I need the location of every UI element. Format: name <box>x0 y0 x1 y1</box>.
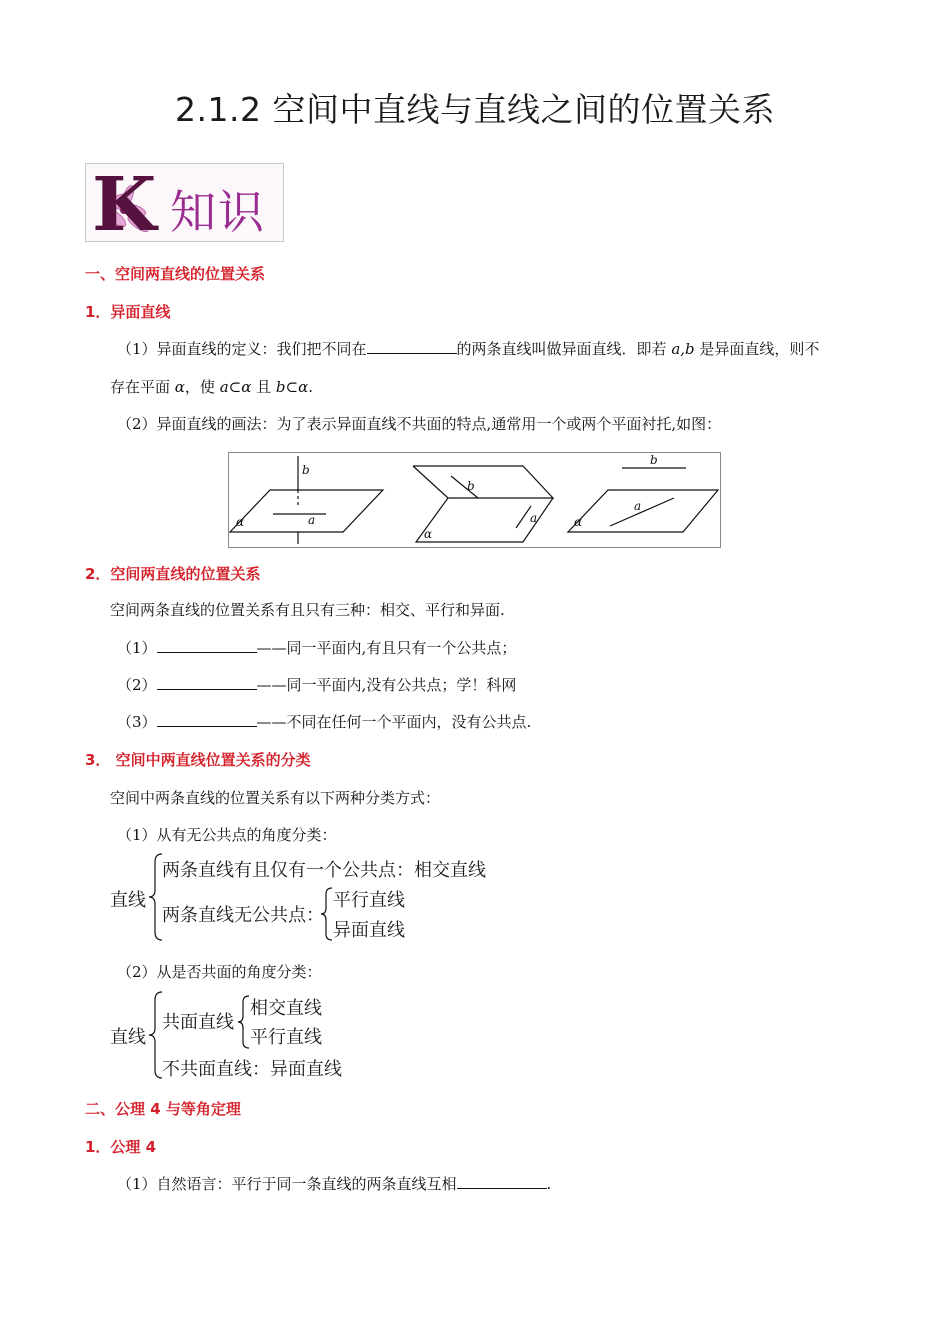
fig3-label-a: a <box>634 499 642 513</box>
tree1-branch-b: 两条直线无公共点： <box>162 905 324 926</box>
definition-line-1: （1）异面直线的定义：我们把不同在 的两条直线叫做异面直线．即若 a,b 是异面直线，则不 <box>117 340 820 358</box>
fig2-label-a: a <box>530 511 538 525</box>
fig1-label-alpha: α <box>236 515 245 529</box>
section-2-heading: 二、公理 4 与等角定理 <box>85 1100 241 1118</box>
subsection-1-2-heading: 2．空间两直线的位置关系 <box>85 565 261 583</box>
tree2-sub-brace <box>237 994 251 1050</box>
tree2-leaf-parallel: 平行直线 <box>250 1027 322 1048</box>
tree1-leaf-parallel: 平行直线 <box>333 890 405 911</box>
relation-item-3: （3） ——不同在任何一个平面内，没有公共点. <box>117 713 532 731</box>
blank-3 <box>157 675 257 690</box>
tree2-branch-a: 共面直线 <box>162 1012 234 1033</box>
tree2-root: 直线 <box>110 1027 146 1048</box>
blank-1 <box>367 339 457 354</box>
tree1-sub-brace <box>320 886 334 942</box>
subsection-1-3-heading: 3． 空间中两直线位置关系的分类 <box>85 751 311 769</box>
subsection-2-1-heading: 1．公理 4 <box>85 1138 157 1156</box>
blank-2 <box>157 638 257 653</box>
fig3-label-alpha: α <box>574 515 583 529</box>
tree2-leaf-intersect: 相交直线 <box>250 998 322 1019</box>
page-title: 2.1.2 空间中直线与直线之间的位置关系 <box>175 90 775 129</box>
fig2-label-alpha: α <box>424 527 433 541</box>
tree1-branch-a: 两条直线有且仅有一个公共点：相交直线 <box>162 860 486 881</box>
relation-item-2: （2） ——同一平面内,没有公共点；学！科网 <box>117 676 517 694</box>
classification-1-label: （1）从有无公共点的角度分类： <box>117 826 337 844</box>
fig1-label-a: a <box>308 513 316 527</box>
tree1-leaf-skew: 异面直线 <box>333 920 405 941</box>
blank-4 <box>157 712 257 727</box>
relations-intro: 空间两条直线的位置关系有且只有三种：相交、平行和异面. <box>110 601 505 619</box>
fig2-label-b: b <box>467 479 475 493</box>
skew-lines-figure <box>228 452 721 548</box>
section-1-heading: 一、空间两直线的位置关系 <box>85 265 266 283</box>
badge-text: 知识 <box>170 185 266 239</box>
definition-line-2: 存在平面 α，使 a⊂α 且 b⊂α. <box>110 378 314 396</box>
subsection-1-1-heading: 1．异面直线 <box>85 303 171 321</box>
badge-letter: K <box>92 162 157 248</box>
knowledge-badge <box>85 162 284 248</box>
fig1-label-b: b <box>302 463 310 477</box>
classification-2-label: （2）从是否共面的角度分类： <box>117 963 322 981</box>
blank-5 <box>457 1174 547 1189</box>
tree2-branch-b: 不共面直线：异面直线 <box>162 1059 342 1080</box>
classification-intro: 空间中两条直线的位置关系有以下两种分类方式： <box>110 789 441 807</box>
fig3-label-b: b <box>650 453 658 467</box>
axiom4-natural-language: （1）自然语言：平行于同一条直线的两条直线互相 . <box>117 1175 552 1193</box>
relation-item-1: （1） ——同一平面内,有且只有一个公共点； <box>117 639 517 657</box>
drawing-method-line: （2）异面直线的画法：为了表示异面直线不共面的特点,通常用一个或两个平面衬托,如图： <box>117 415 722 433</box>
tree1-root: 直线 <box>110 890 146 911</box>
